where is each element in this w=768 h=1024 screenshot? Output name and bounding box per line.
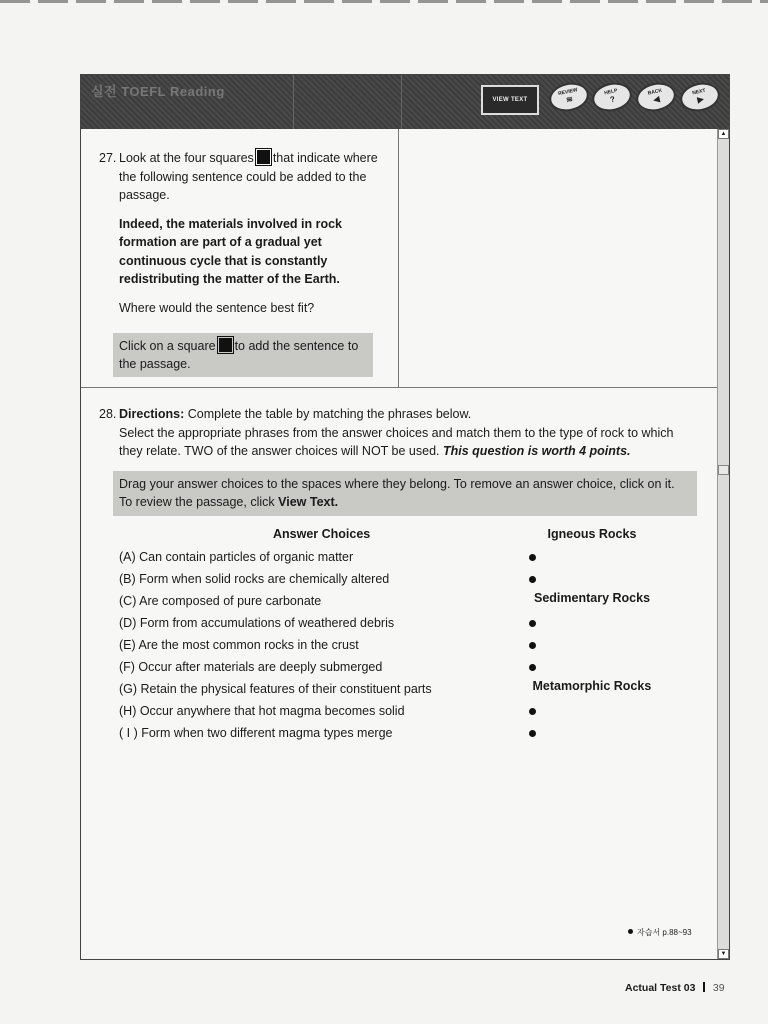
q28-directions bbox=[119, 405, 471, 424]
answer-slot[interactable] bbox=[529, 708, 536, 715]
next-button[interactable] bbox=[678, 79, 723, 115]
answer-slot[interactable] bbox=[529, 620, 536, 627]
question-28 bbox=[99, 405, 699, 516]
footer-separator bbox=[703, 982, 705, 992]
next-label: NEXT bbox=[691, 87, 707, 97]
help-label: HELP bbox=[603, 87, 619, 97]
drag-instruction-text: Drag your answer choices to the spaces where they belong. To remove an answer choice, click on it. To review the passage, click bbox=[119, 476, 675, 509]
answer-choice[interactable]: (D) Form from accumulations of weathered debris bbox=[119, 616, 395, 630]
directions-label: Directions: bbox=[119, 407, 185, 421]
question-27 bbox=[99, 149, 383, 377]
column-divider bbox=[398, 129, 399, 387]
scrollbar[interactable] bbox=[717, 129, 729, 959]
insert-sentence: Indeed, the materials involved in rock formation are part of a gradual yet continuous cycle that is constantly redistributing the matter of the Earth. bbox=[119, 216, 342, 286]
answer-slot[interactable] bbox=[529, 642, 536, 649]
page-top-rule bbox=[0, 0, 768, 3]
arrow-left-icon: ◀ bbox=[652, 94, 661, 105]
answer-choice[interactable]: (E) Are the most common rocks in the crust bbox=[119, 638, 359, 652]
q27-instruction bbox=[113, 333, 373, 377]
answer-choice[interactable]: (F) Occur after materials are deeply submerged bbox=[119, 660, 383, 674]
answer-choice[interactable]: ( I ) Form when two different magma types merge bbox=[119, 726, 393, 740]
scroll-down-icon[interactable]: ▼ bbox=[718, 949, 729, 959]
answer-slot[interactable] bbox=[529, 664, 536, 671]
title-divider bbox=[401, 75, 402, 129]
directions-line1: Complete the table by matching the phrases below. bbox=[187, 407, 472, 421]
answer-choice[interactable]: (G) Retain the physical features of their constituent parts bbox=[119, 682, 432, 696]
answer-slot[interactable] bbox=[529, 554, 536, 561]
answer-choices-list bbox=[119, 546, 432, 744]
window-title: 실전 TOEFL Reading bbox=[91, 84, 225, 99]
q27-prompt-part2: that indicate where the following sentence could be added to the passage. bbox=[119, 151, 378, 202]
category-heading: Metamorphic Rocks bbox=[532, 679, 652, 693]
test-window bbox=[80, 74, 730, 960]
answer-slot[interactable] bbox=[529, 576, 536, 583]
view-text-link[interactable]: View Text. bbox=[278, 495, 339, 509]
answer-choice[interactable]: (B) Form when solid rocks are chemically altered bbox=[119, 572, 390, 586]
q27-prompt-part1: Look at the four squares bbox=[119, 151, 254, 165]
category-heading: Sedimentary Rocks bbox=[534, 591, 651, 605]
scroll-up-icon[interactable]: ▲ bbox=[718, 129, 729, 139]
insert-square-icon bbox=[219, 338, 232, 352]
q28-directions-detail bbox=[119, 424, 699, 461]
question-mark-icon: ? bbox=[609, 94, 616, 105]
view-text-label: VIEW TEXT bbox=[492, 97, 528, 103]
q27-question: Where would the sentence best fit? bbox=[119, 300, 315, 315]
category-heading: Igneous Rocks bbox=[547, 527, 637, 541]
drag-instruction bbox=[113, 471, 697, 516]
page-footer bbox=[625, 982, 725, 994]
back-label: BACK bbox=[647, 87, 663, 97]
page-number: 39 bbox=[712, 982, 725, 994]
reference-note bbox=[628, 927, 692, 938]
answer-choice[interactable]: (A) Can contain particles of organic matter bbox=[119, 550, 354, 564]
question-number: 27. bbox=[99, 151, 117, 165]
q27-instruction-part2: to add the sentence to the passage. bbox=[119, 339, 359, 371]
scroll-thumb[interactable] bbox=[718, 465, 729, 475]
title-bar bbox=[81, 75, 729, 129]
q27-prompt bbox=[119, 149, 383, 205]
reference-text: 자습서 p.88~93 bbox=[637, 928, 692, 937]
back-button[interactable] bbox=[634, 79, 679, 115]
title-divider bbox=[293, 75, 294, 129]
bullet-icon bbox=[628, 929, 633, 934]
insert-square-icon bbox=[257, 150, 270, 164]
directions-line2: Select the appropriate phrases from the answer choices and match them to the type of rock to which they relate. TWO of the answer choices will NOT be used. bbox=[119, 425, 674, 458]
answer-choices-heading: Answer Choices bbox=[273, 527, 371, 541]
answer-choice[interactable]: (H) Occur anywhere that hot magma becomes solid bbox=[119, 704, 405, 718]
view-text-button[interactable] bbox=[481, 85, 539, 115]
section-divider bbox=[81, 387, 729, 388]
help-button[interactable] bbox=[590, 79, 635, 115]
review-icon: ≋ bbox=[565, 94, 574, 105]
answer-choice[interactable]: (C) Are composed of pure carbonate bbox=[119, 594, 322, 608]
arrow-right-icon: ▶ bbox=[696, 94, 705, 105]
footer-test-title: Actual Test 03 bbox=[625, 982, 696, 994]
review-button[interactable] bbox=[547, 79, 592, 115]
q27-instruction-part1: Click on a square bbox=[119, 339, 216, 353]
points-note: This question is worth 4 points. bbox=[443, 444, 631, 458]
answer-slot[interactable] bbox=[529, 730, 536, 737]
review-label: REVIEW bbox=[557, 87, 579, 98]
question-number: 28. bbox=[99, 407, 117, 421]
